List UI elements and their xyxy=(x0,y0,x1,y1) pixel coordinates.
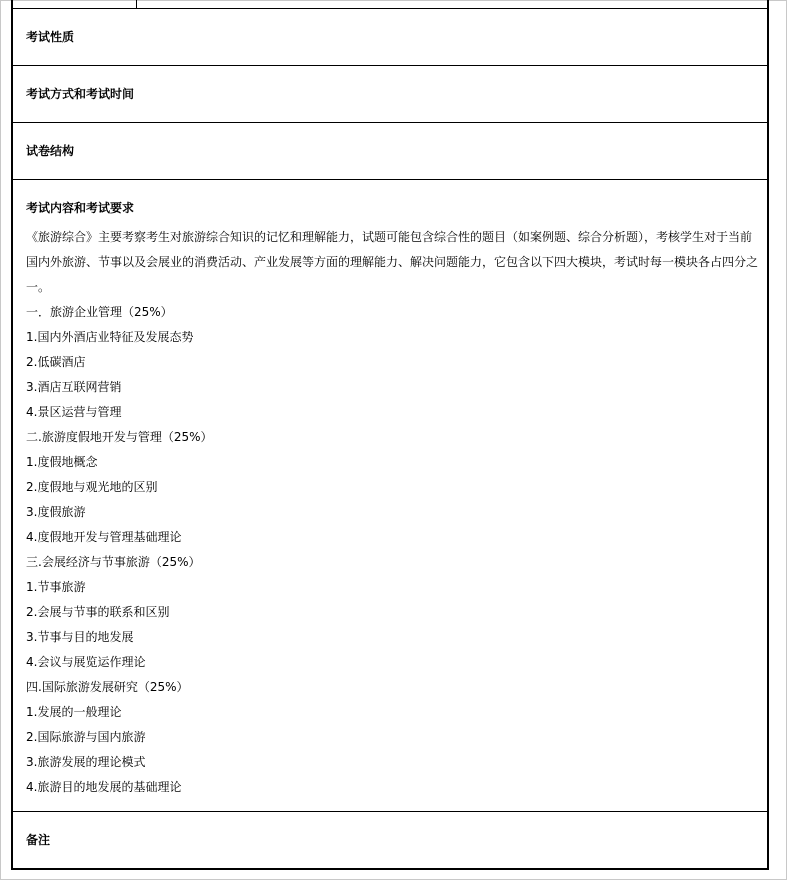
syllabus-table xyxy=(11,0,769,870)
content-line: 2.会展与节事的联系和区别 xyxy=(26,605,170,619)
content-line: 3.酒店互联网营销 xyxy=(26,380,122,394)
section-title-remarks: 备注 xyxy=(26,833,51,847)
content-line: 4.会议与展览运作理论 xyxy=(26,655,146,669)
content-line: 三.会展经济与节事旅游（25%） xyxy=(26,555,201,569)
row-remarks xyxy=(13,812,767,868)
section-title-nature: 考试性质 xyxy=(26,30,75,44)
content-line: 二.旅游度假地开发与管理（25%） xyxy=(26,430,213,444)
row-exam-content xyxy=(13,180,767,812)
content-line: 一．旅游企业管理（25%） xyxy=(26,305,173,319)
content-line: 4.旅游目的地发展的基础理论 xyxy=(26,780,182,794)
section-title-method: 考试方式和考试时间 xyxy=(26,87,135,101)
content-line: 4.景区运营与管理 xyxy=(26,405,122,419)
content-line: 1.节事旅游 xyxy=(26,580,86,594)
content-body xyxy=(26,225,758,800)
row-exam-method xyxy=(13,66,767,123)
intro-paragraph: 《旅游综合》主要考察考生对旅游综合知识的记忆和理解能力，试题可能包含综合性的题目（如案例题、综合分析题），考核学生对于当前国内外旅游、节事以及会展业的消费活动、产业发展等方面的理解能力、解决问题能力，它包含以下四大模块，考试时每一模块各占四分之一。 xyxy=(26,230,759,294)
content-line: 2.国际旅游与国内旅游 xyxy=(26,730,146,744)
row-exam-nature xyxy=(13,9,767,66)
content-line: 四.国际旅游发展研究（25%） xyxy=(26,680,189,694)
section-title-structure: 试卷结构 xyxy=(26,144,75,158)
previous-row-strip xyxy=(13,0,767,9)
content-line: 1.发展的一般理论 xyxy=(26,705,122,719)
content-line: 3.度假旅游 xyxy=(26,505,86,519)
section-title-content: 考试内容和考试要求 xyxy=(26,201,135,215)
column-divider xyxy=(136,0,137,8)
content-line: 1.度假地概念 xyxy=(26,455,98,469)
content-line: 3.节事与目的地发展 xyxy=(26,630,134,644)
row-exam-structure xyxy=(13,123,767,180)
content-line: 2.低碳酒店 xyxy=(26,355,86,369)
content-line: 4.度假地开发与管理基础理论 xyxy=(26,530,182,544)
content-line: 2.度假地与观光地的区别 xyxy=(26,480,158,494)
content-line: 3.旅游发展的理论模式 xyxy=(26,755,146,769)
content-line: 1.国内外酒店业特征及发展态势 xyxy=(26,330,194,344)
